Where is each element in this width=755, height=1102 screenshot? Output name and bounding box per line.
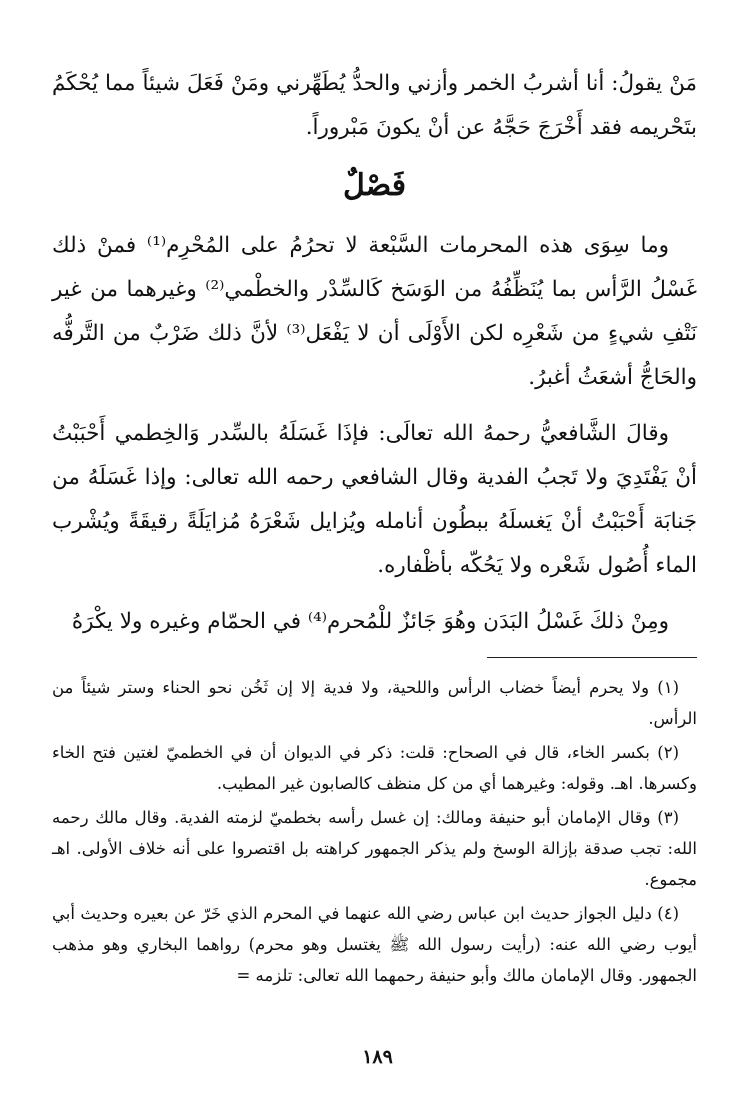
footnote-4: (٤) دليل الجواز حديث ابن عباس رضي الله عنهما في المحرم الذي خَرّ عن بعيره وحديث أبي أيوب رضي الله عنه: (رأيت رسول الله ﷺ يغتسل وهو محرم) رواهما البخاري وهو مذهب الجمهور. وقال الإمامان مالك وأبو حنيفة رحمهما الله تعالى: تلزمه = — [52, 904, 697, 985]
footnote-1: (١) ولا يحرم أيضاً خضاب الرأس واللحية، ولا فدية إلا إن ثَخُن نحو الحناء وستر شيئاً من الرأس. — [52, 678, 697, 728]
paragraph-1: مَنْ يقولُ: أنا أشربُ الخمر وأزني والحدُّ يُطَهِّرني ومَنْ فَعَلَ شيئاً مما يُحْكَمُ بتَحْريمه فقد أَخْرَجَ حَجَّهُ عن أنْ يكونَ مَبْروراً. — [52, 71, 697, 140]
main-text — [52, 62, 697, 644]
section-heading: فَصْلٌ — [342, 168, 407, 203]
paragraph-4: ومِنْ ذلكَ غَسْلُ البَدَن وهُوَ جَائزٌ للْمُحرم⁽⁴⁾ في الحمّام وغيره ولا يكْرَهُ — [71, 609, 669, 634]
paragraph-2: وما سِوَى هذه المحرمات السَّبْعة لا تحرُمُ على المُحْرِم⁽¹⁾ فمنْ ذلك غَسْلُ الرَّأس بما يُنَظِّفُهُ من الوَسَخ كَالسِّدْر والخطْمي⁽²⁾ وغيرهما من غير نَتْفِ شيءٍ من شَعْرِه لكن الأَوْلَى أن لا يَفْعَل⁽³⁾ لأنَّ ذلك ضَرْبٌ من التَّرفُّه والحَاجُّ أشعَثُ أغبرُ. — [52, 233, 697, 390]
paragraph-3: وقالَ الشَّافعيُّ رحمهُ الله تعالَى: فإذَا غَسَلَهُ بالسِّدر وَالخِطمي أَحْبَبْتُ أنْ يَفْتَدِيَ ولا تَجبُ الفدية وقال الشافعي رحمه الله تعالى: وإذا غَسَلَهُ من جَنابَة أَحْبَبْتُ أنْ يَغسلَهُ ببطُون أنامله ويُزايل شَعْرَهُ مُزايَلَةً رقيقَةً ويُشْرب الماء أُصُول شَعْره ولا يَحُكّه بأظْفاره. — [52, 421, 697, 578]
footnote-2: (٢) بكسر الخاء، قال في الصحاح: قلت: ذكر في الديوان أن في الخطميّ لغتين فتح الخاء وكسرها. اهـ. وقوله: وغيرهما أي من كل منظف كالصابون غير المطيب. — [52, 743, 697, 793]
page-body — [52, 62, 697, 644]
footnotes — [52, 672, 697, 991]
page-number: ١٨٩ — [362, 1046, 393, 1068]
footnote-separator — [487, 657, 697, 658]
footnote-3: (٣) وقال الإمامان أبو حنيفة ومالك: إن غسل رأسه بخطميّ لزمته الفدية. وقال مالك رحمه الله: تجب صدقة بإزالة الوسخ ولم يذكر الجمهور كراهته بل اقتصروا على أنه خلاف الأولى. اهـ مجموع. — [52, 808, 697, 889]
